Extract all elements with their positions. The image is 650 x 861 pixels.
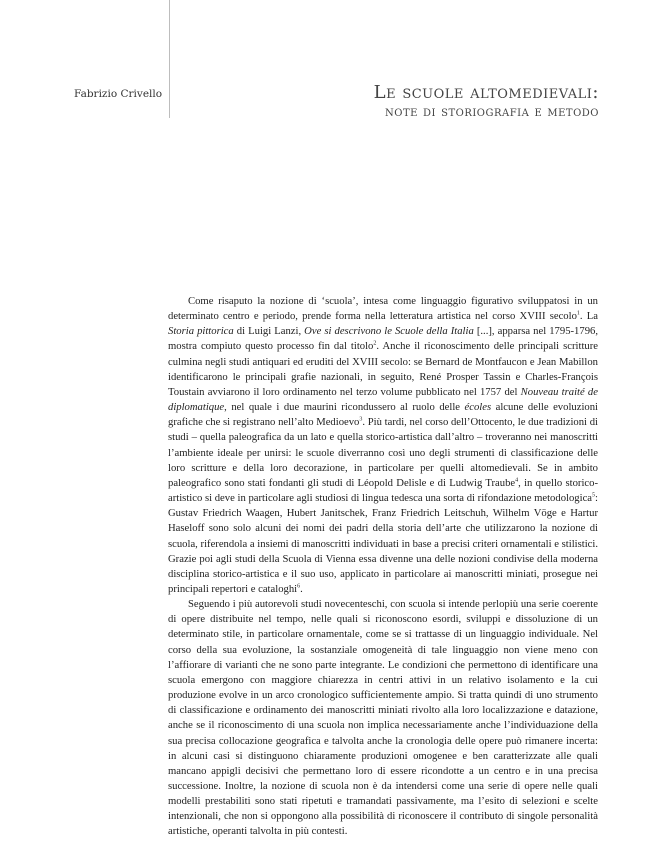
text-run: , nel quale i due maurini ricondussero al ruolo delle bbox=[224, 402, 465, 414]
text-run: . Più tardi, nel corso dell’Ottocento, le due tradizioni di studi – quella paleografica da un lato e quella storico-artistica dall’altro – troveranno nei manoscritti l’ambiente ideale per unirsi: le scuole diverranno così uno degli strumenti di classificazione delle loro scritture e della loro decorazione, in particolare per quelli altomedievali. Se in ambito paleografico sono stati fondanti gli studi di Léopold Delisle e di Ludwig Traube bbox=[168, 417, 598, 489]
text-run: : Gustav Friedrich Waagen, Hubert Janitschek, Franz Friedrich Leitschuh, Wilhelm Vöge e Hartur Haseloff sono solo alcuni dei nomi dei padri della storia dell’arte che utilizzarono la nozione di scuola, riferendola a insiemi di manoscritti individuati in base a precisi criteri ornamentali e stilistici. Grazie poi agli studi della Scuola di Vienna essa divenne una delle nozioni condivise della moderna disciplina storico-artistica e il suo uso, applicato in particolare ai manoscritti miniati, prosegue nei principali repertori e cataloghi bbox=[168, 493, 598, 595]
text-run: alcune delle evoluzioni grafiche che si registrano nell’alto Medioevo bbox=[168, 402, 599, 429]
text-run: di Luigi Lanzi, bbox=[233, 326, 305, 338]
footnote-ref: 5 bbox=[592, 492, 596, 499]
text-run: . La bbox=[579, 311, 599, 323]
italic-title: Storia pittorica bbox=[168, 326, 234, 338]
paragraph-1 bbox=[168, 294, 598, 597]
footnote-ref: 1 bbox=[576, 310, 580, 317]
chapter-title-line1: Le scuole altomedievali: bbox=[373, 82, 599, 103]
italic-term: écoles bbox=[464, 402, 492, 414]
chapter-title-line2: note di storiografia e metodo bbox=[385, 104, 599, 120]
paragraph-2: Seguendo i più autorevoli studi novecenteschi, con scuola si intende perlopiù una serie coerente di opere distribuite nel tempo, nelle quali si riconoscono esordi, sviluppi e dissoluzione di un determinato stile, in particolare ornamentale, come se si trattasse di un linguaggio individuale. Nel corso della sua evoluzione, la sostanziale omogeneità di tale linguaggio non viene meno con l’affiorare di varianti che ne sono parte integrante. Le condizioni che permettono di identificare una scuola emergono con maggiore chiarezza in centri attivi in un relativo isolamento e la cui produzione evolve in un arco cronologico sufficientemente ampio. Si tratta quindi di uno strumento di classificazione e ordinamento dei manoscritti miniati rivolto alla loro localizzazione e datazione, anche se il riconoscimento di una scuola non implica necessariamente anche l’individuazione della sua precisa collocazione geografica e talvolta anche la cronologia delle opere può rimanere incerta: in alcuni casi si distinguono chiaramente produzioni omogenee e ben caratterizzate alle quali mancano appigli decisivi che permettano loro di essere ricondotte a un centro e in una precisa successione. Inoltre, la nozione di scuola non è da intendersi come una serie di opere nelle quali modelli prestabiliti sono stati ripetuti e tramandati passivamente, ma l’esito di selezioni e scelte intenzionali, che non si oppongono alla possibilità di riconoscere il contributo di singole personalità artistiche, operanti talvolta in più contesti. bbox=[168, 599, 598, 838]
header-divider bbox=[169, 0, 170, 118]
text-run: . bbox=[300, 583, 303, 595]
italic-title: Nouveau traité de diplomatique bbox=[168, 386, 598, 414]
footnote-ref: 3 bbox=[359, 416, 363, 423]
text-run: Come risaputo la nozione di ‘scuola’, intesa come linguaggio figurativo sviluppatosi in un determinato centro e periodo, prende forma nella letteratura artistica nel corso XVIII secolo bbox=[168, 296, 598, 323]
footnote-ref: 6 bbox=[297, 583, 301, 590]
text-run: [...], apparsa nel 1795-1796, mostra compiuto questo processo fin dal titolo bbox=[168, 326, 599, 353]
body-text bbox=[168, 294, 598, 840]
text-run: . Anche il riconoscimento delle principali scritture culmina negli studi antiquari ed eruditi del XVIII secolo: se Bernard de Montfaucon e Jean Mabillon identificarono le principali grafie nazionali, in seguito, René Prosper Tassin e Charles-François Toustain avviarono il loro ordinamento nel terzo volume pubblicato nel 1757 del bbox=[168, 341, 598, 398]
italic-title: Ove si descrivono le Scuole della Italia bbox=[304, 326, 474, 338]
text-run: , in quello storico-artistico si deve in particolare agli studiosi di lingua tedesca una sorta di rifondazione metodologica bbox=[168, 477, 598, 505]
footnote-ref: 4 bbox=[515, 477, 519, 484]
footnote-ref: 2 bbox=[373, 340, 377, 347]
chapter-title bbox=[374, 82, 599, 122]
running-head-author: Fabrizio Crivello bbox=[74, 88, 163, 100]
